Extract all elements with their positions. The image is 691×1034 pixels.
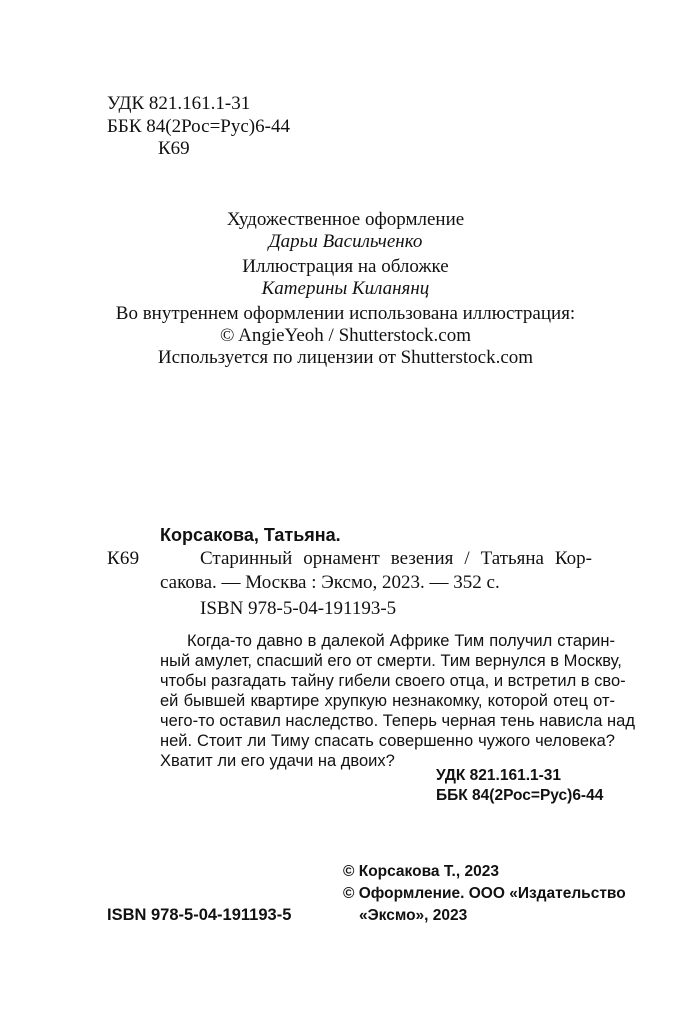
catalog-title-line2: сакова. — Москва : Эксмо, 2023. — 352 с. (160, 572, 500, 593)
cover-name: Катерины Киланянц (261, 278, 430, 299)
bbk-code: ББК 84(2Рос=Рус)6-44 (107, 116, 290, 137)
catalog-author: Корсакова, Татьяна. (160, 525, 341, 545)
cover-label: Иллюстрация на обложке (242, 256, 449, 277)
footer-isbn: ISBN 978-5-04-191193-5 (107, 906, 292, 924)
annotation-line: чего-то оставил наследство. Теперь черная тень нависла над (160, 712, 635, 730)
catalog-mark: К69 (107, 548, 140, 569)
copyright-publisher: «Эксмо», 2023 (359, 907, 468, 924)
udk-code: УДК 821.161.1-31 (107, 93, 251, 114)
design-label: Художественное оформление (226, 209, 465, 230)
catalog-isbn: ISBN 978-5-04-191193-5 (200, 598, 397, 619)
copyright-author: © Корсакова Т., 2023 (343, 863, 499, 880)
annotation-line: Когда-то давно в далекой Африке Тим получил старин- (187, 632, 615, 650)
catalog-title-line1: Старинный орнамент везения / Татьяна Кор- (200, 548, 592, 569)
design-name: Дарьи Васильченко (268, 231, 423, 252)
bottom-bbk-code: ББК 84(2Рос=Рус)6-44 (436, 787, 604, 804)
annotation-line: ней. Стоит ли Тиму спасать совершенно чужого человека? (160, 732, 615, 750)
author-mark: К69 (158, 138, 190, 159)
annotation-line: ный амулет, спасший его от смерти. Тим вернулся в Москву, (160, 652, 622, 670)
annotation-line: чтобы разгадать тайну гибели своего отца, и встретил в сво- (160, 672, 626, 690)
copyright-design: © Оформление. ООО «Издательство (343, 885, 626, 902)
annotation-line: Хватит ли его удачи на двоих? (160, 752, 395, 770)
license-line: Используется по лицензии от Shutterstock.com (157, 347, 534, 368)
bottom-udk-code: УДК 821.161.1-31 (436, 767, 562, 784)
annotation-line: ей бывшей квартире хрупкую незнакомку, которой отец от- (160, 692, 615, 710)
inner-illustration-line: Во внутреннем оформлении использована иллюстрация: (115, 303, 576, 324)
inner-illustration-credit: © AngieYeoh / Shutterstock.com (219, 325, 472, 346)
